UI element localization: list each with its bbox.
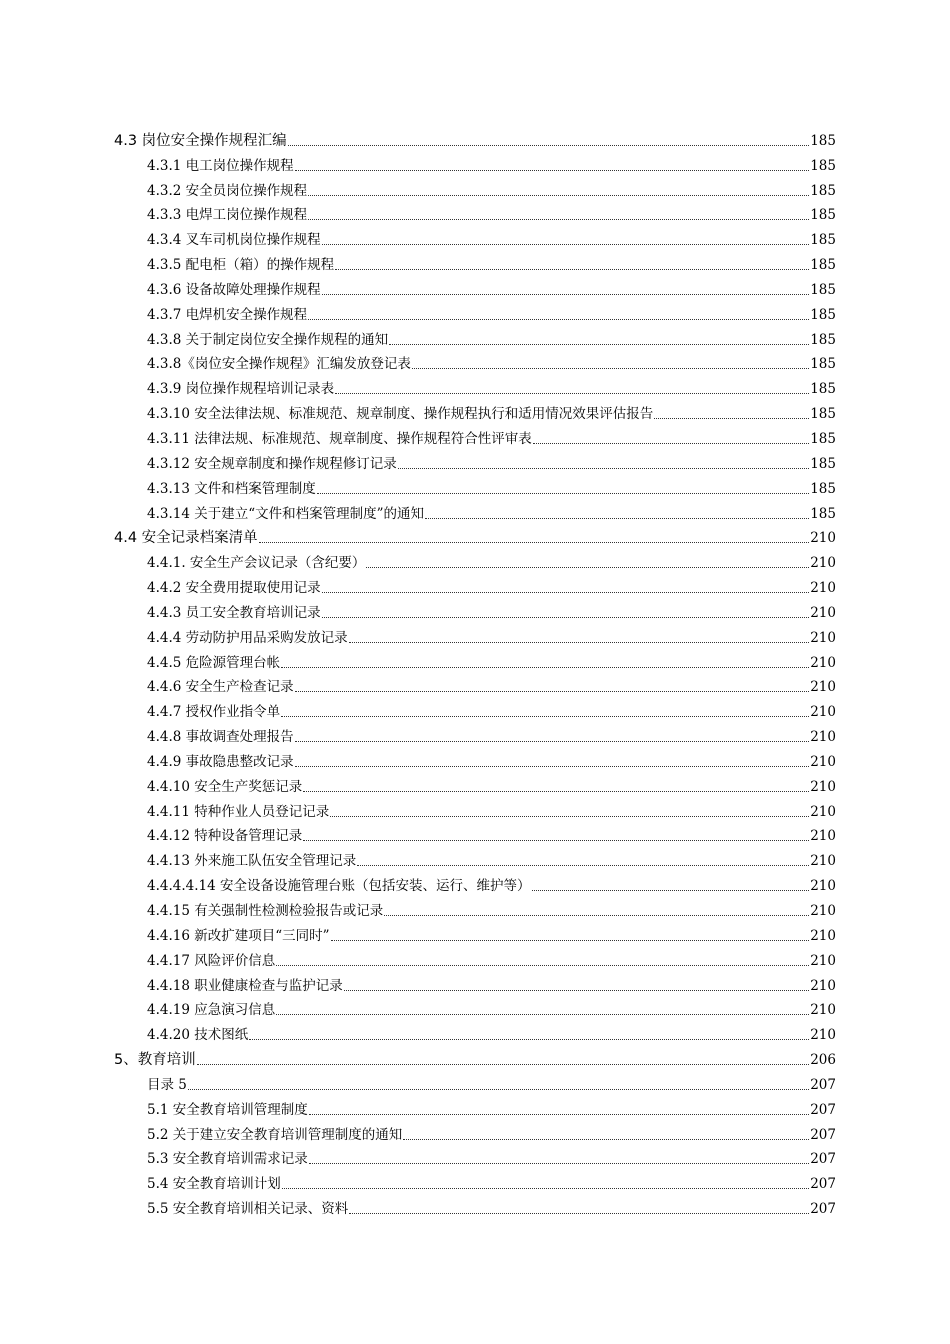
toc-entry-title: 4.3.5 配电柜（箱）的操作规程 [147, 257, 335, 274]
toc-page-number: 185 [810, 157, 836, 174]
toc-dot-leader [398, 468, 809, 469]
toc-page-number: 185 [810, 306, 836, 323]
toc-page-number: 210 [810, 654, 836, 671]
toc-subsection-entry[interactable] [0, 425, 950, 450]
toc-entry-title: 4.3.4 叉车司机岗位操作规程 [147, 232, 321, 249]
toc-subsection-entry[interactable] [0, 798, 950, 823]
toc-entry-title: 4.4.1. 安全生产会议记录（含纪要） [147, 555, 366, 572]
toc-entry-title: 4.4.2 安全费用提取使用记录 [147, 580, 321, 597]
toc-entry-title: 4.4.6 安全生产检查记录 [147, 679, 294, 696]
toc-dot-leader [249, 1039, 809, 1040]
toc-dot-leader [322, 294, 809, 295]
toc-page-number: 185 [810, 480, 836, 497]
toc-page-number: 207 [810, 1151, 836, 1168]
toc-dot-leader [344, 990, 809, 991]
toc-entry-title: 4.3.7 电焊机安全操作规程 [147, 306, 308, 323]
toc-dot-leader [303, 840, 809, 841]
toc-subsection-entry[interactable] [0, 276, 950, 301]
toc-page-number: 185 [810, 455, 836, 472]
toc-subsection-entry[interactable] [0, 152, 950, 177]
toc-subsection-entry[interactable] [0, 773, 950, 798]
toc-entry-title: 5.1 安全教育培训管理制度 [147, 1101, 308, 1118]
toc-subsection-entry[interactable] [0, 301, 950, 326]
toc-dot-leader [349, 1213, 809, 1214]
toc-entry-title: 4.3.14 关于建立“文件和档案管理制度”的通知 [147, 505, 425, 522]
toc-subsection-entry[interactable] [0, 972, 950, 997]
toc-entry-title: 4.4.8 事故调查处理报告 [147, 729, 294, 746]
toc-subsection-entry[interactable] [0, 922, 950, 947]
toc-entry-title: 4.3.2 安全员岗位操作规程 [147, 182, 308, 199]
toc-subsection-entry[interactable] [0, 723, 950, 748]
toc-entry-title: 4.3 岗位安全操作规程汇编 [114, 132, 287, 149]
toc-dot-leader [281, 667, 809, 668]
table-of-contents [0, 127, 950, 1220]
toc-page-number: 185 [810, 257, 836, 274]
toc-subsection-entry[interactable] [0, 1121, 950, 1146]
toc-dot-leader [335, 393, 809, 394]
toc-dot-leader [533, 443, 809, 444]
toc-entry-title: 4.4 安全记录档案清单 [114, 530, 258, 547]
toc-page-number: 210 [810, 853, 836, 870]
toc-subsection-entry[interactable] [0, 649, 950, 674]
toc-page-number: 210 [810, 580, 836, 597]
toc-entry-title: 4.4.12 特种设备管理记录 [147, 828, 303, 845]
toc-subsection-entry[interactable] [0, 177, 950, 202]
toc-dot-leader [295, 741, 809, 742]
toc-subsection-entry[interactable] [0, 1170, 950, 1195]
toc-page-number: 210 [810, 803, 836, 820]
toc-page-number: 210 [810, 704, 836, 721]
toc-page-number: 210 [810, 952, 836, 969]
toc-dot-leader [295, 170, 809, 171]
toc-section-entry[interactable] [0, 1046, 950, 1071]
toc-subsection-entry[interactable] [0, 450, 950, 475]
toc-dot-leader [276, 1014, 809, 1015]
toc-entry-title: 4.3.3 电焊工岗位操作规程 [147, 207, 308, 224]
toc-dot-leader [331, 940, 809, 941]
toc-entry-title: 4.4.4.4.14 安全设备设施管理台账（包括安装、运行、维护等） [147, 878, 531, 895]
toc-dot-leader [654, 418, 809, 419]
toc-page-number: 207 [810, 1176, 836, 1193]
toc-page-number: 207 [810, 1076, 836, 1093]
toc-page-number: 210 [810, 927, 836, 944]
toc-page-number: 210 [810, 828, 836, 845]
toc-subsection-entry[interactable] [0, 947, 950, 972]
toc-page-number: 210 [810, 977, 836, 994]
toc-dot-leader [309, 1114, 809, 1115]
toc-subsection-entry[interactable] [0, 1195, 950, 1220]
toc-entry-title: 4.4.18 职业健康检查与监护记录 [147, 977, 343, 994]
toc-page-number: 185 [810, 132, 836, 149]
toc-entry-title: 5、教育培训 [114, 1052, 196, 1069]
toc-dot-leader [366, 567, 809, 568]
toc-subsection-entry[interactable] [0, 549, 950, 574]
toc-entry-title: 4.4.9 事故隐患整改记录 [147, 753, 294, 770]
toc-subsection-entry[interactable] [0, 400, 950, 425]
toc-page-number: 185 [810, 381, 836, 398]
toc-dot-leader [188, 1089, 809, 1090]
toc-page-number: 206 [810, 1052, 836, 1069]
toc-section-entry[interactable] [0, 127, 950, 152]
toc-page-number: 210 [810, 530, 836, 547]
toc-dot-leader [259, 542, 809, 543]
toc-page-number: 185 [810, 356, 836, 373]
toc-entry-title: 4.4.3 员工安全教育培训记录 [147, 604, 321, 621]
toc-subsection-entry[interactable] [0, 375, 950, 400]
toc-page-number: 185 [810, 505, 836, 522]
toc-page-number: 210 [810, 1027, 836, 1044]
toc-dot-leader [384, 915, 809, 916]
toc-entry-title: 目录 5 [147, 1076, 187, 1093]
toc-dot-leader [308, 219, 809, 220]
toc-subsection-entry[interactable] [0, 202, 950, 227]
toc-dot-leader [309, 1163, 809, 1164]
toc-entry-title: 4.3.11 法律法规、标准规范、规章制度、操作规程符合性评审表 [147, 430, 532, 447]
toc-dot-leader [357, 865, 809, 866]
toc-dot-leader [330, 816, 809, 817]
toc-subsection-entry[interactable] [0, 1071, 950, 1096]
toc-subsection-entry[interactable] [0, 748, 950, 773]
toc-dot-leader [389, 344, 809, 345]
toc-dot-leader [322, 617, 809, 618]
toc-dot-leader [281, 716, 809, 717]
toc-subsection-entry[interactable] [0, 599, 950, 624]
toc-page-number: 185 [810, 406, 836, 423]
toc-entry-title: 4.4.7 授权作业指令单 [147, 704, 281, 721]
toc-subsection-entry[interactable] [0, 1146, 950, 1171]
toc-dot-leader [308, 319, 809, 320]
toc-entry-title: 4.3.8《岗位安全操作规程》汇编发放登记表 [147, 356, 411, 373]
toc-entry-title: 4.3.8 关于制定岗位安全操作规程的通知 [147, 331, 389, 348]
toc-entry-title: 4.3.9 岗位操作规程培训记录表 [147, 381, 335, 398]
toc-subsection-entry[interactable] [0, 624, 950, 649]
toc-page-number: 210 [810, 1002, 836, 1019]
toc-subsection-entry[interactable] [0, 997, 950, 1022]
toc-dot-leader [532, 890, 810, 891]
toc-dot-leader [412, 368, 809, 369]
toc-entry-title: 4.4.19 应急演习信息 [147, 1002, 276, 1019]
toc-entry-title: 5.5 安全教育培训相关记录、资料 [147, 1201, 349, 1218]
toc-dot-leader [322, 592, 809, 593]
toc-page-number: 185 [810, 281, 836, 298]
toc-entry-title: 4.4.10 安全生产奖惩记录 [147, 778, 303, 795]
toc-page-number: 210 [810, 778, 836, 795]
toc-subsection-entry[interactable] [0, 226, 950, 251]
toc-page-number: 185 [810, 232, 836, 249]
toc-dot-leader [425, 518, 809, 519]
toc-entry-title: 4.4.20 技术图纸 [147, 1027, 249, 1044]
toc-entry-title: 4.3.10 安全法律法规、标准规范、规章制度、操作规程执行和适用情况效果评估报告 [147, 406, 654, 423]
toc-dot-leader [317, 493, 809, 494]
toc-entry-title: 4.3.6 设备故障处理操作规程 [147, 281, 321, 298]
toc-entry-title: 4.4.17 风险评价信息 [147, 952, 276, 969]
toc-subsection-entry[interactable] [0, 674, 950, 699]
toc-subsection-entry[interactable] [0, 847, 950, 872]
toc-page-number: 210 [810, 878, 836, 895]
toc-subsection-entry[interactable] [0, 574, 950, 599]
toc-dot-leader [308, 195, 809, 196]
toc-entry-title: 4.4.5 危险源管理台帐 [147, 654, 281, 671]
toc-section-entry[interactable] [0, 525, 950, 550]
toc-page-number: 207 [810, 1201, 836, 1218]
toc-subsection-entry[interactable] [0, 475, 950, 500]
toc-entry-title: 4.4.15 有关强制性检测检验报告或记录 [147, 903, 384, 919]
toc-page-number: 207 [810, 1101, 836, 1118]
toc-dot-leader [197, 1064, 809, 1065]
toc-subsection-entry[interactable] [0, 1096, 950, 1121]
toc-subsection-entry[interactable] [0, 1021, 950, 1046]
toc-page-number: 210 [810, 679, 836, 696]
toc-page-number: 210 [810, 903, 836, 919]
toc-entry-title: 4.4.4 劳动防护用品采购发放记录 [147, 629, 348, 646]
toc-entry-title: 4.4.16 新改扩建项目“三同时” [147, 927, 330, 944]
toc-subsection-entry[interactable] [0, 500, 950, 525]
toc-entry-title: 4.4.11 特种作业人员登记记录 [147, 803, 330, 820]
toc-dot-leader [335, 269, 809, 270]
toc-dot-leader [288, 145, 809, 146]
toc-page-number: 210 [810, 629, 836, 646]
toc-dot-leader [295, 766, 809, 767]
toc-dot-leader [403, 1139, 809, 1140]
toc-entry-title: 5.4 安全教育培训计划 [147, 1176, 281, 1193]
toc-page-number: 185 [810, 182, 836, 199]
toc-page-number: 185 [810, 331, 836, 348]
toc-page-number: 210 [810, 604, 836, 621]
toc-page-number: 207 [810, 1126, 836, 1143]
toc-page-number: 210 [810, 555, 836, 572]
toc-page-number: 210 [810, 729, 836, 746]
toc-dot-leader [276, 965, 809, 966]
toc-entry-title: 4.3.1 电工岗位操作规程 [147, 157, 294, 174]
toc-dot-leader [295, 691, 809, 692]
toc-entry-title: 4.3.12 安全规章制度和操作规程修订记录 [147, 455, 397, 472]
toc-subsection-entry[interactable] [0, 897, 950, 922]
toc-entry-title: 5.2 关于建立安全教育培训管理制度的通知 [147, 1126, 403, 1143]
toc-page-number: 185 [810, 207, 836, 224]
toc-entry-title: 4.3.13 文件和档案管理制度 [147, 480, 316, 497]
toc-entry-title: 5.3 安全教育培训需求记录 [147, 1151, 308, 1168]
toc-dot-leader [282, 1188, 809, 1189]
toc-dot-leader [303, 791, 809, 792]
toc-subsection-entry[interactable] [0, 351, 950, 376]
toc-subsection-entry[interactable] [0, 326, 950, 351]
toc-entry-title: 4.4.13 外来施工队伍安全管理记录 [147, 853, 357, 870]
toc-page-number: 210 [810, 753, 836, 770]
toc-subsection-entry[interactable] [0, 823, 950, 848]
toc-dot-leader [322, 244, 809, 245]
toc-subsection-entry[interactable] [0, 251, 950, 276]
toc-subsection-entry[interactable] [0, 872, 950, 897]
toc-page-number: 185 [810, 430, 836, 447]
toc-dot-leader [349, 642, 809, 643]
toc-subsection-entry[interactable] [0, 698, 950, 723]
